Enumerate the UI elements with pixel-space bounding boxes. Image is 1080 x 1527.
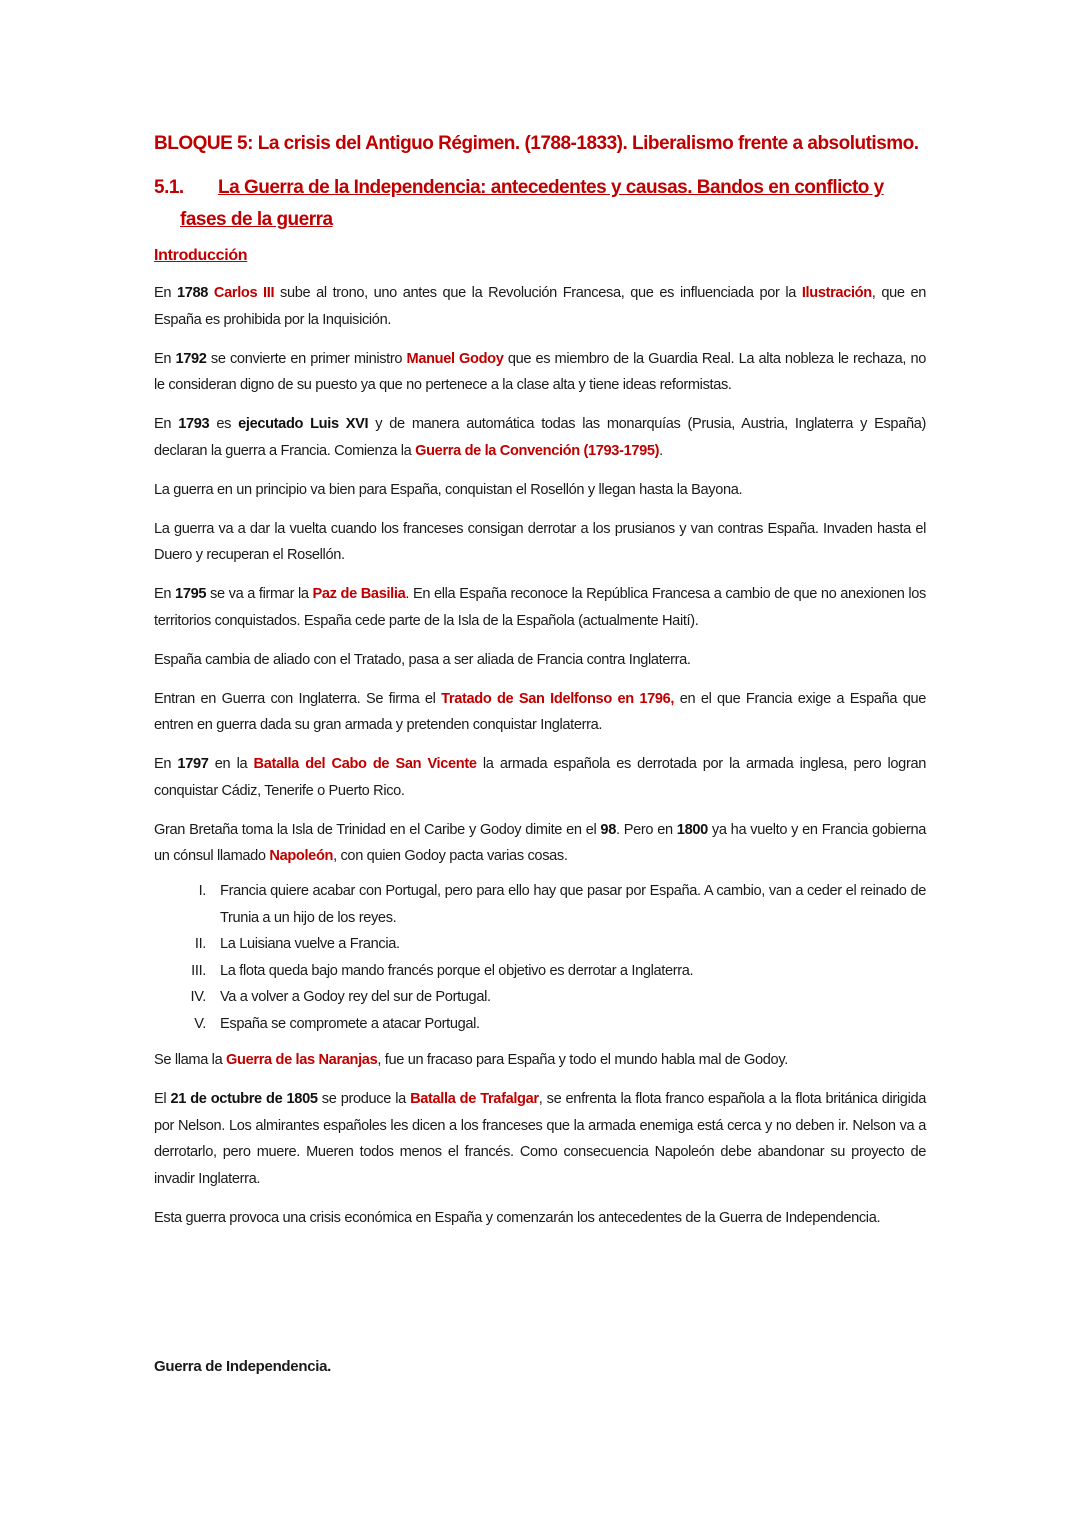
paragraph — [154, 516, 926, 569]
text: Esta guerra provoca una crisis económica en España y comenzarán los antecedentes de la Guerra de Independencia. — [154, 1209, 881, 1226]
highlight-bold: 1793 — [178, 416, 210, 432]
highlight-bold: 1788 — [176, 285, 209, 301]
text: En — [154, 586, 176, 602]
paragraph — [154, 581, 926, 634]
text: . En ella España reconoce la República Francesa a cambio de que no anexionen los territorios conquistados. España cede parte de la Isla de la Española (actualmente Haití). — [154, 586, 926, 629]
list-text: La Luisiana vuelve a Francia. — [220, 936, 400, 952]
text: En — [154, 285, 177, 301]
paragraphs-after-list — [154, 1047, 926, 1231]
text: . — [659, 442, 663, 459]
text: La guerra en un principio va bien para España, conquistan el Rosellón y llegan hasta la Bayona. — [154, 481, 743, 498]
numbered-list — [154, 878, 926, 1037]
text: se convierte en primer ministro — [206, 350, 407, 367]
highlight-red: Paz de Basilia — [312, 586, 406, 602]
list-text: España se compromete a atacar Portugal. — [220, 1015, 480, 1032]
highlight-red: Batalla de Trafalgar — [410, 1091, 539, 1107]
paragraph — [154, 817, 926, 870]
list-number: V. — [194, 1015, 206, 1032]
paragraph — [154, 411, 926, 464]
list-item — [154, 878, 926, 931]
list-item — [154, 958, 926, 985]
text: , se enfrenta la flota franco española a la flota británica dirigida por Nelson. Los almirantes españoles les dicen a los franceses que la armada enemiga está cerca y no deben ir. Nelson va a derrotarlo, pero muere. Mueren todos menos el francés. Como consecuencia Napoleón debe abandonar su proyecto de invadir Inglaterra. — [154, 1091, 926, 1187]
text: El — [154, 1091, 171, 1107]
paragraph — [154, 346, 926, 399]
paragraph — [154, 751, 926, 804]
block-title: BLOQUE 5: La crisis del Antiguo Régimen. (1788-1833). Liberalismo frente a absolutismo. — [154, 133, 919, 154]
highlight-bold: 1795 — [175, 586, 207, 602]
highlight-bold: 98 — [600, 821, 616, 838]
text: la armada española es derrotada por la armada inglesa, pero logran conquistar Cádiz, Tenerife o Puerto Rico. — [154, 756, 926, 799]
list-text: Va a volver a Godoy rey del sur de Portugal. — [220, 989, 491, 1005]
list-number: IV. — [190, 989, 206, 1005]
list-text: Francia quiere acabar con Portugal, pero para ello hay que pasar por España. A cambio, van a ceder el reinado de Trunia a un hijo de los reyes. — [220, 883, 926, 926]
highlight-bold: ejecutado Luis XVI — [238, 416, 369, 432]
text: España cambia de aliado con el Tratado, pasa a ser aliada de Francia contra Inglaterra. — [154, 651, 691, 668]
subheading-introduccion: Introducción — [154, 247, 248, 264]
list-item — [154, 1011, 926, 1038]
highlight-bold: 1792 — [175, 350, 207, 367]
text: La guerra va a dar la vuelta cuando los franceses consigan derrotar a los prusianos y van contras España. Invaden hasta el Duero y recuperan el Rosellón. — [154, 520, 926, 563]
highlight-red: Batalla del Cabo de San Vicente — [253, 756, 477, 772]
text: se produce la — [317, 1091, 411, 1107]
highlight-red: Guerra de las Naranjas — [226, 1052, 378, 1068]
text: , que en España es prohibida por la Inquisición. — [154, 285, 926, 328]
text: En — [154, 756, 178, 772]
text: sube al trono, uno antes que la Revolución Francesa, que es influenciada por la — [274, 285, 802, 301]
list-item — [154, 931, 926, 958]
highlight-bold: 1800 — [676, 821, 708, 838]
list-text: La flota queda bajo mando francés porque el objetivo es derrotar a Inglaterra. — [220, 962, 694, 979]
section-heading — [154, 172, 926, 236]
paragraph — [154, 477, 926, 504]
final-heading: Guerra de Independencia. — [154, 1358, 332, 1375]
list-number: I. — [198, 883, 206, 899]
paragraph — [154, 1047, 926, 1074]
text: En — [154, 350, 176, 367]
text: en la — [208, 756, 254, 772]
highlight-red: Napoleón — [269, 848, 334, 864]
section-number: 5.1. — [154, 177, 184, 198]
text: se va a firmar la — [206, 586, 313, 602]
text: , fue un fracaso para España y todo el mundo habla mal de Godoy. — [377, 1052, 788, 1068]
paragraph — [154, 647, 926, 674]
paragraph — [154, 1205, 926, 1232]
text: Gran Bretaña toma la Isla de Trinidad en el Caribe y Godoy dimite en el — [154, 821, 601, 838]
text: Se llama la — [154, 1052, 227, 1068]
paragraph — [154, 280, 926, 333]
text: , con quien Godoy pacta varias cosas. — [333, 848, 568, 864]
highlight-red: Guerra de la Convención (1793-1795) — [415, 442, 660, 459]
highlight-red: Tratado de San Idelfonso en 1796, — [441, 690, 675, 707]
highlight-red: Carlos III — [213, 285, 275, 301]
list-number: III. — [191, 962, 206, 979]
highlight-red: Ilustración — [801, 285, 872, 301]
text: ya ha vuelto y en Francia gobierna un cónsul llamado — [154, 821, 927, 864]
text: y de manera automática todas las monarquías (Prusia, Austria, Inglaterra y España) declaran la guerra a Francia. Comienza la — [154, 416, 926, 459]
text: es — [209, 416, 239, 432]
paragraph — [154, 686, 926, 739]
text: . Pero en — [615, 821, 677, 838]
highlight-red: Manuel Godoy — [406, 350, 504, 367]
text: que es miembro de la Guardia Real. La alta nobleza le rechaza, no le consideran digno de su puesto ya que no pertenece a la clase alta y tiene ideas reformistas. — [154, 350, 927, 393]
text: En — [154, 416, 179, 432]
highlight-bold: 21 de octubre de 1805 — [170, 1091, 318, 1107]
paragraphs-before-list — [154, 280, 926, 870]
section-title: La Guerra de la Independencia: antecedentes y causas. Bandos en conflicto y fases de la guerra — [180, 177, 884, 230]
paragraph — [154, 1086, 926, 1192]
text: Entran en Guerra con Inglaterra. Se firma el — [154, 690, 442, 707]
text: en el que Francia exige a España que entren en guerra dada su gran armada y pretenden conquistar Inglaterra. — [154, 690, 927, 733]
highlight-bold: 1797 — [177, 756, 209, 772]
list-item — [154, 984, 926, 1011]
document-page — [154, 130, 926, 1244]
list-number: II. — [194, 936, 206, 952]
